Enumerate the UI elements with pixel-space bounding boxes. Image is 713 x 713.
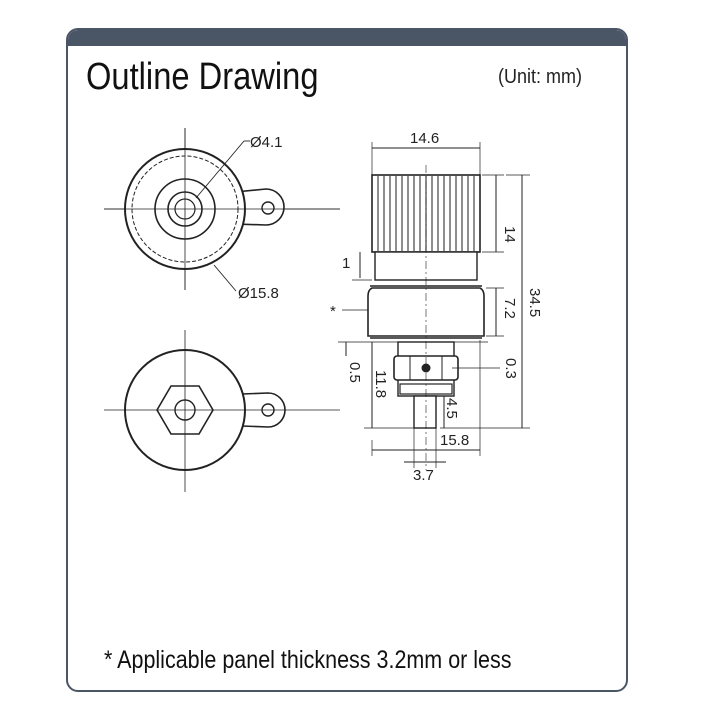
unit-label: (Unit: mm) [498,66,582,88]
washer-thickness-label: 0.5 [346,362,363,383]
outer-diameter-label: Ø15.8 [238,285,279,302]
panel-marker-label: * [330,303,336,320]
post-length-label: 4.5 [443,398,460,419]
body-height-label: 7.2 [501,298,518,319]
collar-offset-label: 1 [342,255,351,272]
cap-height-label: 14 [501,226,518,243]
panel-title: Outline Drawing [86,56,319,98]
total-height-label: 34.5 [526,288,543,318]
thread-length-label: 11.8 [372,370,389,399]
gap-label: 0.3 [502,358,519,379]
hole-diameter-label: Ø4.1 [250,134,283,151]
base-width-label: 15.8 [440,432,470,449]
cap-width-label: 14.6 [410,130,440,147]
panel-thickness-note: * Applicable panel thickness 3.2mm or less [104,646,512,674]
post-diameter-label: 3.7 [413,467,434,484]
top-view [104,128,340,291]
bottom-view [104,330,340,492]
